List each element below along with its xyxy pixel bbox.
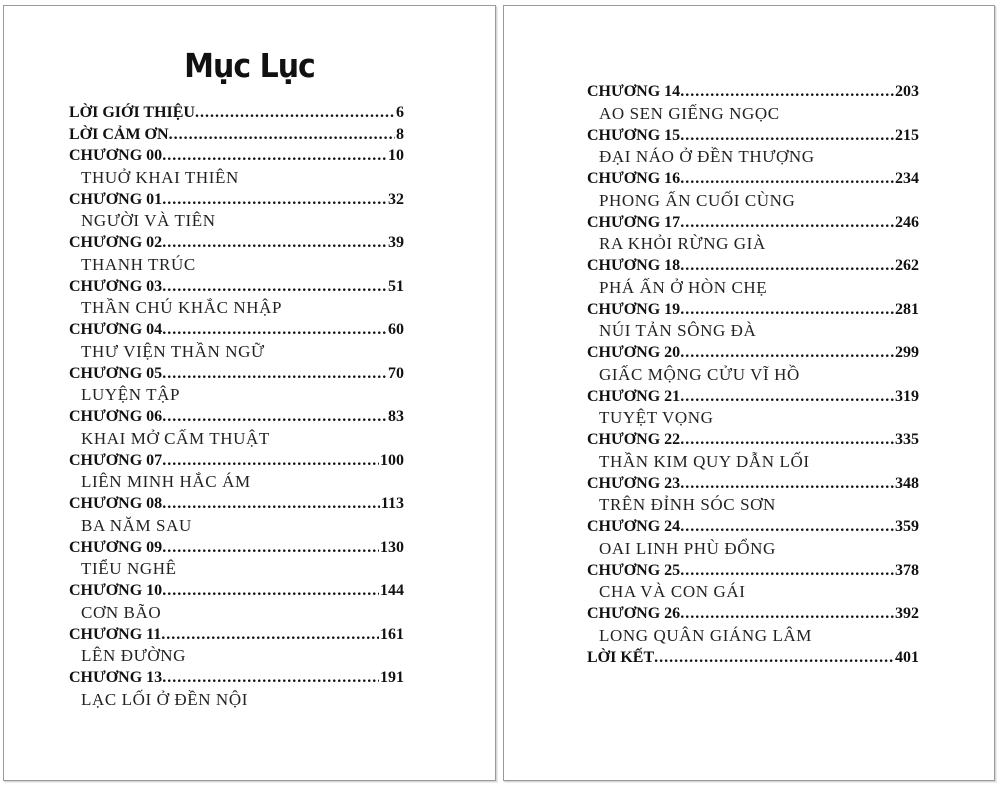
toc-entry — [587, 386, 919, 430]
dot-leader — [162, 493, 380, 515]
toc-entry-subtitle: OAI LINH PHÙ ĐỔNG — [599, 538, 776, 558]
toc-entry-label: CHƯƠNG 01 — [69, 190, 163, 208]
toc-entry-page-number: 348 — [895, 474, 919, 492]
dot-leader — [680, 255, 894, 277]
toc-entry-label: CHƯƠNG 09 — [69, 538, 163, 556]
dot-leader — [162, 667, 379, 689]
toc-entry-page-number: 161 — [380, 625, 404, 643]
toc-entry-line — [587, 342, 919, 364]
toc-entry-line — [69, 232, 404, 254]
toc-entry-line — [69, 493, 404, 515]
dot-leader — [195, 102, 395, 124]
dot-leader — [680, 342, 894, 364]
toc-entry-label: CHƯƠNG 02 — [69, 234, 163, 251]
toc-entry — [587, 516, 919, 560]
toc-entry-subtitle: CHA VÀ CON GÁI — [599, 582, 746, 601]
toc-entry-subtitle: GIẤC MỘNG CỬU VĨ HỒ — [599, 364, 800, 384]
toc-entry-label: CHƯƠNG 18 — [587, 257, 681, 274]
toc-entry-subtitle: THẦN CHÚ KHẮC NHẬP — [81, 298, 283, 317]
toc-entry-label: CHƯƠNG 25 — [587, 561, 681, 579]
toc-entry-page-number: 8 — [396, 125, 404, 143]
toc-entry-line — [587, 125, 919, 147]
dot-leader — [162, 319, 387, 341]
toc-entry-label: CHƯƠNG 00 — [69, 147, 163, 164]
toc-entry-page-number: 378 — [895, 561, 919, 579]
left-page — [3, 5, 496, 781]
toc-entry-line — [69, 406, 404, 428]
toc-entry — [587, 125, 919, 169]
toc-entry-label: LỜI KẾT — [587, 648, 655, 666]
toc-entry-subtitle: ĐẠI NÁO Ở ĐỀN THƯỢNG — [599, 147, 815, 166]
toc-entry-page-number: 100 — [380, 451, 404, 469]
toc-entry — [587, 255, 919, 299]
toc-entry-label: CHƯƠNG 05 — [69, 364, 163, 382]
dot-leader — [654, 647, 894, 669]
dot-leader — [680, 386, 894, 408]
toc-entry-page-number: 203 — [895, 83, 919, 100]
dot-leader — [680, 516, 894, 538]
toc-entry-page-number: 299 — [895, 344, 919, 361]
toc-entry — [69, 102, 404, 124]
toc-entry-label: CHƯƠNG 07 — [69, 451, 163, 469]
dot-leader — [161, 624, 379, 646]
toc-entry-page-number: 191 — [380, 669, 404, 686]
toc-entry-line — [587, 429, 919, 451]
toc-entry-subtitle: NÚI TẢN SÔNG ĐÀ — [599, 321, 757, 340]
toc-entry-line — [587, 560, 919, 582]
dot-leader — [680, 299, 894, 321]
toc-entry — [69, 580, 404, 624]
page-title: Mục Lục — [184, 47, 315, 86]
toc-entry-subtitle: RA KHỎI RỪNG GIÀ — [599, 234, 766, 253]
toc-entry-page-number: 319 — [895, 387, 919, 405]
toc-entry-line — [69, 537, 404, 559]
toc-entry-page-number: 113 — [380, 495, 404, 512]
toc-entry — [69, 537, 404, 581]
toc-list-right — [587, 81, 919, 668]
toc-entry-line — [587, 386, 919, 408]
toc-entry-page-number: 130 — [380, 538, 404, 556]
toc-entry — [69, 450, 404, 494]
toc-entry — [587, 168, 919, 212]
toc-entry — [587, 603, 919, 647]
toc-entry — [69, 319, 404, 363]
toc-entry — [587, 342, 919, 386]
toc-entry-subtitle: LUYỆN TẬP — [81, 385, 181, 404]
toc-entry-line — [69, 145, 404, 167]
toc-entry-subtitle: TIỂU NGHÊ — [81, 559, 177, 578]
toc-entry-label: CHƯƠNG 10 — [69, 582, 163, 599]
toc-entry-page-number: 70 — [388, 364, 404, 382]
toc-entry-subtitle: THƯ VIỆN THẦN NGỮ — [81, 341, 265, 361]
toc-entry-subtitle: THANH TRÚC — [81, 254, 196, 274]
toc-entry-label: CHƯƠNG 06 — [69, 408, 163, 425]
toc-entry-line — [587, 647, 919, 669]
toc-entry — [587, 429, 919, 473]
toc-entry-page-number: 359 — [895, 518, 919, 535]
toc-entry — [69, 232, 404, 276]
toc-entry-label: CHƯƠNG 11 — [69, 625, 162, 643]
toc-entry-subtitle: NGƯỜI VÀ TIÊN — [81, 211, 216, 230]
toc-entry — [587, 473, 919, 517]
toc-entry-subtitle: LONG QUÂN GIÁNG LÂM — [599, 625, 813, 645]
toc-entry-label: CHƯƠNG 21 — [587, 387, 681, 405]
toc-entry-subtitle: KHAI MỞ CẤM THUẬT — [81, 428, 270, 448]
dot-leader — [162, 363, 387, 385]
toc-entry-subtitle: TRÊN ĐỈNH SÓC SƠN — [599, 495, 776, 514]
dot-leader — [680, 429, 894, 451]
toc-entry-line — [69, 276, 404, 298]
toc-entry-label: CHƯƠNG 08 — [69, 495, 163, 512]
toc-entry-label: CHƯƠNG 17 — [587, 213, 681, 231]
toc-entry-page-number: 246 — [895, 213, 919, 231]
right-page — [503, 5, 995, 781]
toc-entry-page-number: 51 — [388, 277, 404, 295]
toc-entry — [69, 667, 404, 711]
toc-entry-line — [69, 319, 404, 341]
toc-entry-line — [587, 81, 919, 103]
toc-entry-subtitle: LẠC LỐI Ở ĐỀN NỘI — [81, 689, 248, 709]
toc-entry — [587, 212, 919, 256]
toc-entry-line — [69, 624, 404, 646]
toc-entry-subtitle: LIÊN MINH HẮC ÁM — [81, 472, 251, 491]
toc-entry-subtitle: PHÁ ẤN Ở HÒN CHẸ — [599, 277, 768, 297]
toc-entry-page-number: 262 — [895, 257, 919, 274]
dot-leader — [162, 537, 379, 559]
toc-entry — [69, 124, 404, 146]
toc-entry-label: LỜI GIỚI THIỆU — [69, 104, 195, 121]
toc-entry-page-number: 234 — [895, 170, 919, 187]
toc-entry-page-number: 83 — [388, 408, 404, 425]
dot-leader — [162, 232, 387, 254]
toc-entry-subtitle: TUYỆT VỌNG — [599, 408, 714, 427]
toc-entry-line — [69, 580, 404, 602]
toc-entry-label: CHƯƠNG 13 — [69, 669, 163, 686]
dot-leader — [680, 473, 894, 495]
toc-entry-label: CHƯƠNG 23 — [587, 474, 681, 492]
toc-entry-line — [587, 168, 919, 190]
dot-leader — [169, 124, 395, 146]
toc-entry-page-number: 60 — [388, 321, 404, 338]
toc-entry-label: CHƯƠNG 26 — [587, 605, 681, 622]
toc-entry-page-number: 6 — [396, 104, 404, 121]
toc-entry-page-number: 335 — [895, 431, 919, 448]
dot-leader — [162, 450, 379, 472]
toc-entry — [587, 560, 919, 604]
toc-entry-page-number: 10 — [388, 147, 404, 164]
toc-entry — [69, 363, 404, 407]
toc-entry-label: CHƯƠNG 22 — [587, 431, 681, 448]
dot-leader — [162, 406, 387, 428]
toc-entry-line — [69, 450, 404, 472]
toc-entry-label: CHƯƠNG 14 — [587, 83, 681, 100]
toc-entry-line — [69, 102, 404, 124]
toc-entry-line — [587, 603, 919, 625]
toc-entry-label: CHƯƠNG 20 — [587, 344, 681, 361]
toc-entry-line — [587, 473, 919, 495]
dot-leader — [162, 580, 379, 602]
dot-leader — [680, 603, 894, 625]
toc-entry-page-number: 281 — [895, 300, 919, 318]
toc-entry — [587, 299, 919, 343]
dot-leader — [680, 560, 894, 582]
toc-entry-page-number: 392 — [895, 605, 919, 622]
dot-leader — [680, 212, 894, 234]
toc-list-left — [69, 102, 404, 711]
toc-entry-label: CHƯƠNG 24 — [587, 518, 681, 535]
toc-entry-line — [69, 189, 404, 211]
dot-leader — [680, 81, 894, 103]
toc-entry — [69, 624, 404, 668]
toc-entry-subtitle: THẦN KIM QUY DẪN LỐI — [599, 451, 810, 471]
dot-leader — [162, 276, 387, 298]
toc-entry-line — [69, 124, 404, 146]
toc-entry — [69, 493, 404, 537]
toc-entry-line — [69, 667, 404, 689]
toc-entry-label: CHƯƠNG 03 — [69, 277, 163, 295]
toc-entry-label: CHƯƠNG 15 — [587, 126, 681, 144]
toc-entry-subtitle: LÊN ĐƯỜNG — [81, 646, 186, 665]
dot-leader — [680, 168, 894, 190]
toc-entry — [69, 276, 404, 320]
toc-entry — [69, 189, 404, 233]
toc-entry-page-number: 39 — [388, 234, 404, 251]
toc-entry-subtitle: CƠN BÃO — [81, 602, 162, 622]
toc-entry — [587, 647, 919, 669]
toc-entry-subtitle: BA NĂM SAU — [81, 515, 192, 535]
toc-entry — [587, 81, 919, 125]
toc-entry-page-number: 32 — [388, 190, 404, 208]
toc-entry-subtitle: AO SEN GIẾNG NGỌC — [599, 103, 780, 123]
toc-entry-page-number: 401 — [895, 648, 919, 666]
toc-entry-label: CHƯƠNG 19 — [587, 300, 681, 318]
dot-leader — [680, 125, 894, 147]
toc-entry-label: LỜI CẢM ƠN — [69, 125, 169, 143]
toc-entry-line — [587, 212, 919, 234]
toc-entry-page-number: 144 — [380, 582, 404, 599]
dot-leader — [162, 189, 387, 211]
toc-entry-line — [587, 299, 919, 321]
toc-entry-line — [587, 516, 919, 538]
toc-entry-line — [587, 255, 919, 277]
toc-entry — [69, 406, 404, 450]
toc-entry-subtitle: PHONG ẤN CUỐI CÙNG — [599, 190, 796, 210]
toc-entry-line — [69, 363, 404, 385]
toc-entry-subtitle: THUỞ KHAI THIÊN — [81, 167, 239, 187]
toc-entry-label: CHƯƠNG 04 — [69, 321, 163, 338]
toc-entry-label: CHƯƠNG 16 — [587, 170, 681, 187]
dot-leader — [162, 145, 387, 167]
toc-entry — [69, 145, 404, 189]
toc-entry-page-number: 215 — [895, 126, 919, 144]
